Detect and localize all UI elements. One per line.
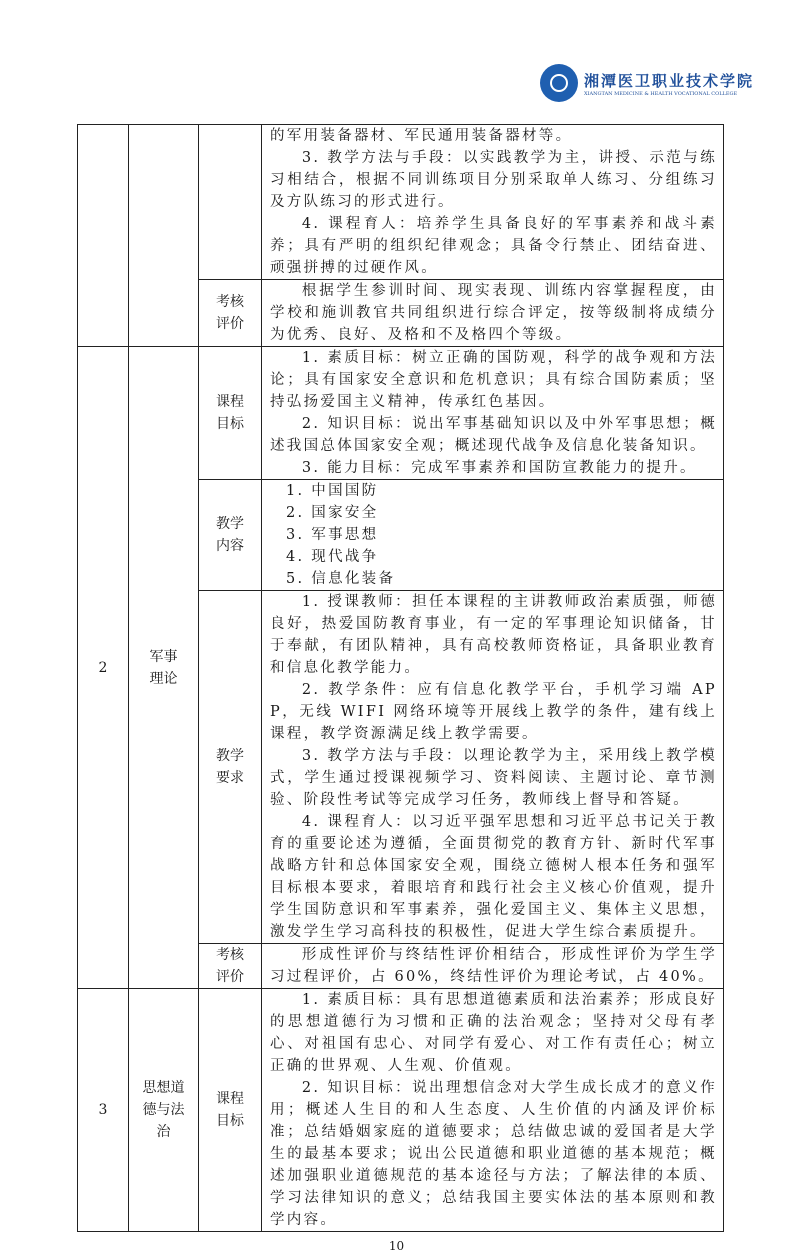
course-number-cell [78, 125, 128, 346]
list-item: 4. 现代战争 [285, 549, 379, 565]
course-number: 3 [78, 989, 128, 1231]
requirements-content [262, 591, 723, 943]
requirements-content [262, 125, 723, 279]
curriculum-table [77, 124, 724, 1232]
paragraph: 1. 素质目标：具有思想道德素质和法治素养；形成良好的思想道德行为习惯和正确的法治观念；坚持对父母有孝心、对祖国有忠心、对同学有爱心、对工作有责任心；树立正确的世界观、人生观、价值观。 [270, 992, 717, 1074]
section-label-assessment: 考核 评价 [199, 944, 261, 988]
assessment-content [262, 280, 723, 346]
paragraph: 4. 课程育人：培养学生具备良好的军事素养和战斗素养；具有严明的组织纪律观念；具备令行禁止、团结奋进、顽强拼搏的过硬作风。 [270, 216, 717, 276]
course-name: 思想道 德与法 治 [129, 989, 198, 1231]
course-name-cell [129, 125, 198, 346]
section-label-goals: 课程 目标 [199, 347, 261, 479]
logo-name-en: XIANGTAN MEDICINE & HEALTH VOCATIONAL COLLEGE [584, 90, 738, 97]
goals-content [262, 989, 723, 1231]
paragraph: 根据学生参训时间、现实表现、训练内容掌握程度，由学校和施训教官共同组织进行综合评定，按等级制将成绩分为优秀、良好、及格和不及格四个等级。 [270, 283, 717, 343]
paragraph: 1. 授课教师：担任本课程的主讲教师政治素质强，师德良好，热爱国防教育事业，有一定的军事理论知识储备，甘于奉献，有团队精神，具有高校教师资格证，具备职业教育和信息化教学能力。 [270, 594, 717, 676]
course-number: 2 [78, 347, 128, 988]
assessment-content [262, 944, 723, 988]
paragraph: 的军用装备器材、军民通用装备器材等。 [270, 128, 573, 144]
college-logo [540, 64, 754, 102]
section-label-assessment: 考核 评价 [199, 280, 261, 346]
paragraph: 2. 知识目标：说出理想信念对大学生成长成才的意义作用；概述人生目的和人生态度、人生价值的内涵及评价标准；总结婚姻家庭的道德要求；总结做忠诚的爱国者是大学生的最基本要求；说出公民道德和职业道德的基本规范；概述加强职业道德规范的基本途径与方法；了解法律的本质、学习法律知识的意义；总结我国主要实体法的基本原则和教学内容。 [270, 1080, 717, 1228]
list-item: 5. 信息化装备 [285, 571, 396, 587]
section-label-requirements: 教学 要求 [199, 591, 261, 943]
list-item: 1. 中国国防 [285, 483, 379, 499]
course-name: 军事 理论 [129, 347, 198, 988]
section-label-content: 教学 内容 [199, 480, 261, 590]
page-number: 10 [388, 1239, 405, 1253]
list-item: 3. 军事思想 [285, 527, 379, 543]
paragraph: 2. 知识目标：说出军事基础知识以及中外军事思想；概述我国总体国家安全观；概述现代战争及信息化装备知识。 [270, 416, 717, 454]
paragraph: 2. 教学条件：应有信息化教学平台，手机学习端 APP，无线 WIFI 网络环境等开展线上教学的条件，建有线上课程，教学资源满足线上教学需要。 [270, 682, 717, 742]
list-item: 2. 国家安全 [285, 505, 379, 521]
teaching-content-list [262, 480, 723, 590]
logo-name-cn: 湘潭医卫职业技术学院 [584, 71, 755, 90]
goals-content [262, 347, 723, 479]
section-label-goals: 课程 目标 [199, 989, 261, 1231]
paragraph: 3. 能力目标：完成军事素养和国防宣教能力的提升。 [301, 460, 697, 476]
paragraph: 3. 教学方法与手段：以理论教学为主，采用线上教学模式，学生通过授课视频学习、资料阅读、主题讨论、章节测验、阶段性考试等完成学习任务，教师线上督导和答疑。 [270, 748, 717, 808]
section-label-cell [199, 125, 261, 279]
paragraph: 形成性评价与终结性评价相结合，形成性评价为学生学习过程评价，占 60%，终结性评价为理论考试，占 40%。 [270, 947, 717, 985]
college-seal-icon [540, 64, 578, 102]
paragraph: 3. 教学方法与手段：以实践教学为主，讲授、示范与练习相结合，根据不同训练项目分别采取单人练习、分组练习及方队练习的形式进行。 [270, 150, 717, 210]
paragraph: 4. 课程育人：以习近平强军思想和习近平总书记关于教育的重要论述为遵循，全面贯彻党的教育方针、新时代军事战略方针和总体国家安全观，围绕立德树人根本任务和强军目标根本要求，着眼培育和践行社会主义核心价值观，提升学生国防意识和军事素养，强化爱国主义、集体主义思想，激发学生学习高科技的积极性，促进大学生综合素质提升。 [270, 814, 717, 940]
paragraph: 1. 素质目标：树立正确的国防观，科学的战争观和方法论；具有国家安全意识和危机意识；具有综合国防素质；坚持弘扬爱国主义精神，传承红色基因。 [270, 350, 717, 410]
